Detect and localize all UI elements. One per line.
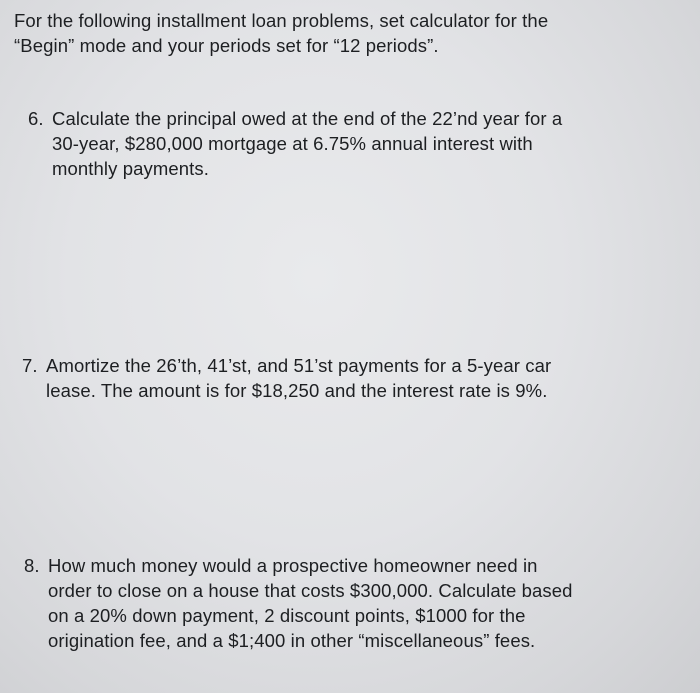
problem-line: 30-year, $280,000 mortgage at 6.75% annual interest with: [52, 133, 533, 154]
problem-line: monthly payments.: [52, 158, 209, 179]
problem-line: How much money would a prospective homeowner need in: [48, 555, 538, 576]
problem-line: origination fee, and a $1;400 in other “miscellaneous” fees.: [48, 630, 536, 651]
problem-line: Calculate the principal owed at the end of the 22’nd year for a: [52, 108, 563, 129]
problem-line: lease. The amount is for $18,250 and the interest rate is 9%.: [46, 380, 548, 401]
problem-line: Amortize the 26’th, 41’st, and 51’st payments for a 5-year car: [46, 355, 552, 376]
problem-text: [22, 353, 672, 403]
problem-number: 7.: [22, 355, 38, 376]
problem-7: [22, 353, 672, 403]
problem-line: on a 20% down payment, 2 discount points, $1000 for the: [48, 605, 526, 626]
problem-6: [28, 106, 668, 181]
problem-line: order to close on a house that costs $300,000. Calculate based: [48, 580, 573, 601]
problem-text: [28, 106, 668, 181]
problem-number: 6.: [28, 108, 44, 129]
instructions-line: “Begin” mode and your periods set for “12 periods”.: [14, 35, 439, 56]
instructions-paragraph: [14, 8, 674, 58]
problem-text: [24, 553, 684, 653]
problem-8: [24, 553, 684, 653]
problem-number: 8.: [24, 555, 40, 576]
instructions-line: For the following installment loan problems, set calculator for the: [14, 10, 549, 31]
